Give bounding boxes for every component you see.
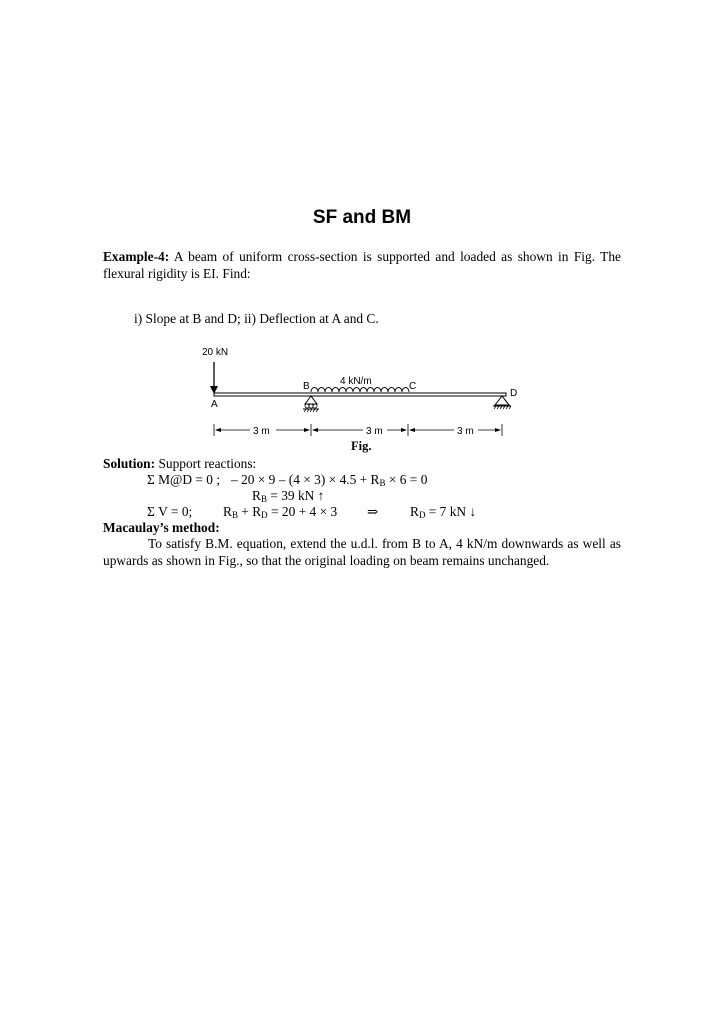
- reaction-rd: RD = 7 kN ↓: [410, 504, 477, 520]
- label-d: D: [510, 388, 518, 399]
- macaulay-heading: Macaulay’s method:: [103, 520, 220, 535]
- figure-caption: Fig.: [351, 439, 372, 453]
- reaction-rb: RB = 39 kN ↑: [252, 488, 325, 504]
- span-cd-label: 3 m: [457, 426, 474, 437]
- equation-vertical-lhs: Σ V = 0;: [147, 504, 193, 519]
- roller-support-b: [303, 396, 319, 412]
- macaulay-paragraph: To satisfy B.M. equation, extend the u.d.l. from B to A, 4 kN/m downwards as well as upwards as shown in Fig., so that the original loading on beam remains unchanged.: [103, 536, 621, 568]
- label-c: C: [409, 381, 417, 392]
- udl-coils: [311, 388, 409, 393]
- implies-symbol: ⇒: [367, 504, 379, 519]
- example-label: Example-4:: [103, 249, 170, 264]
- example-paragraph: [103, 248, 621, 282]
- equation-moment-rhs: – 20 × 9 – (4 × 3) × 4.5 + RB × 6 = 0: [231, 472, 428, 488]
- point-load-label: 20 kN: [202, 347, 229, 358]
- beam-figure: [190, 340, 530, 440]
- example-text: A beam of uniform cross-section is supported and loaded as shown in Fig. The flexural rigidity is EI. Find:: [103, 249, 621, 281]
- label-b: B: [303, 381, 310, 392]
- label-a: A: [211, 399, 218, 410]
- span-ab-label: 3 m: [253, 426, 270, 437]
- task-list: i) Slope at B and D; ii) Deflection at A and C.: [134, 311, 379, 326]
- equation-vertical-rhs: RB + RD = 20 + 4 × 3: [223, 504, 338, 520]
- udl-label: 4 kN/m: [340, 376, 372, 387]
- equation-moment-lhs: Σ M@D = 0 ;: [147, 472, 221, 487]
- span-bc-label: 3 m: [366, 426, 383, 437]
- beam: [214, 393, 506, 396]
- page-title: SF and BM: [312, 207, 412, 228]
- solution-intro: Support reactions:: [158, 456, 257, 471]
- solution-heading: Solution:: [103, 456, 156, 471]
- pin-support-d: [493, 396, 511, 409]
- solution-heading-line: [103, 455, 256, 472]
